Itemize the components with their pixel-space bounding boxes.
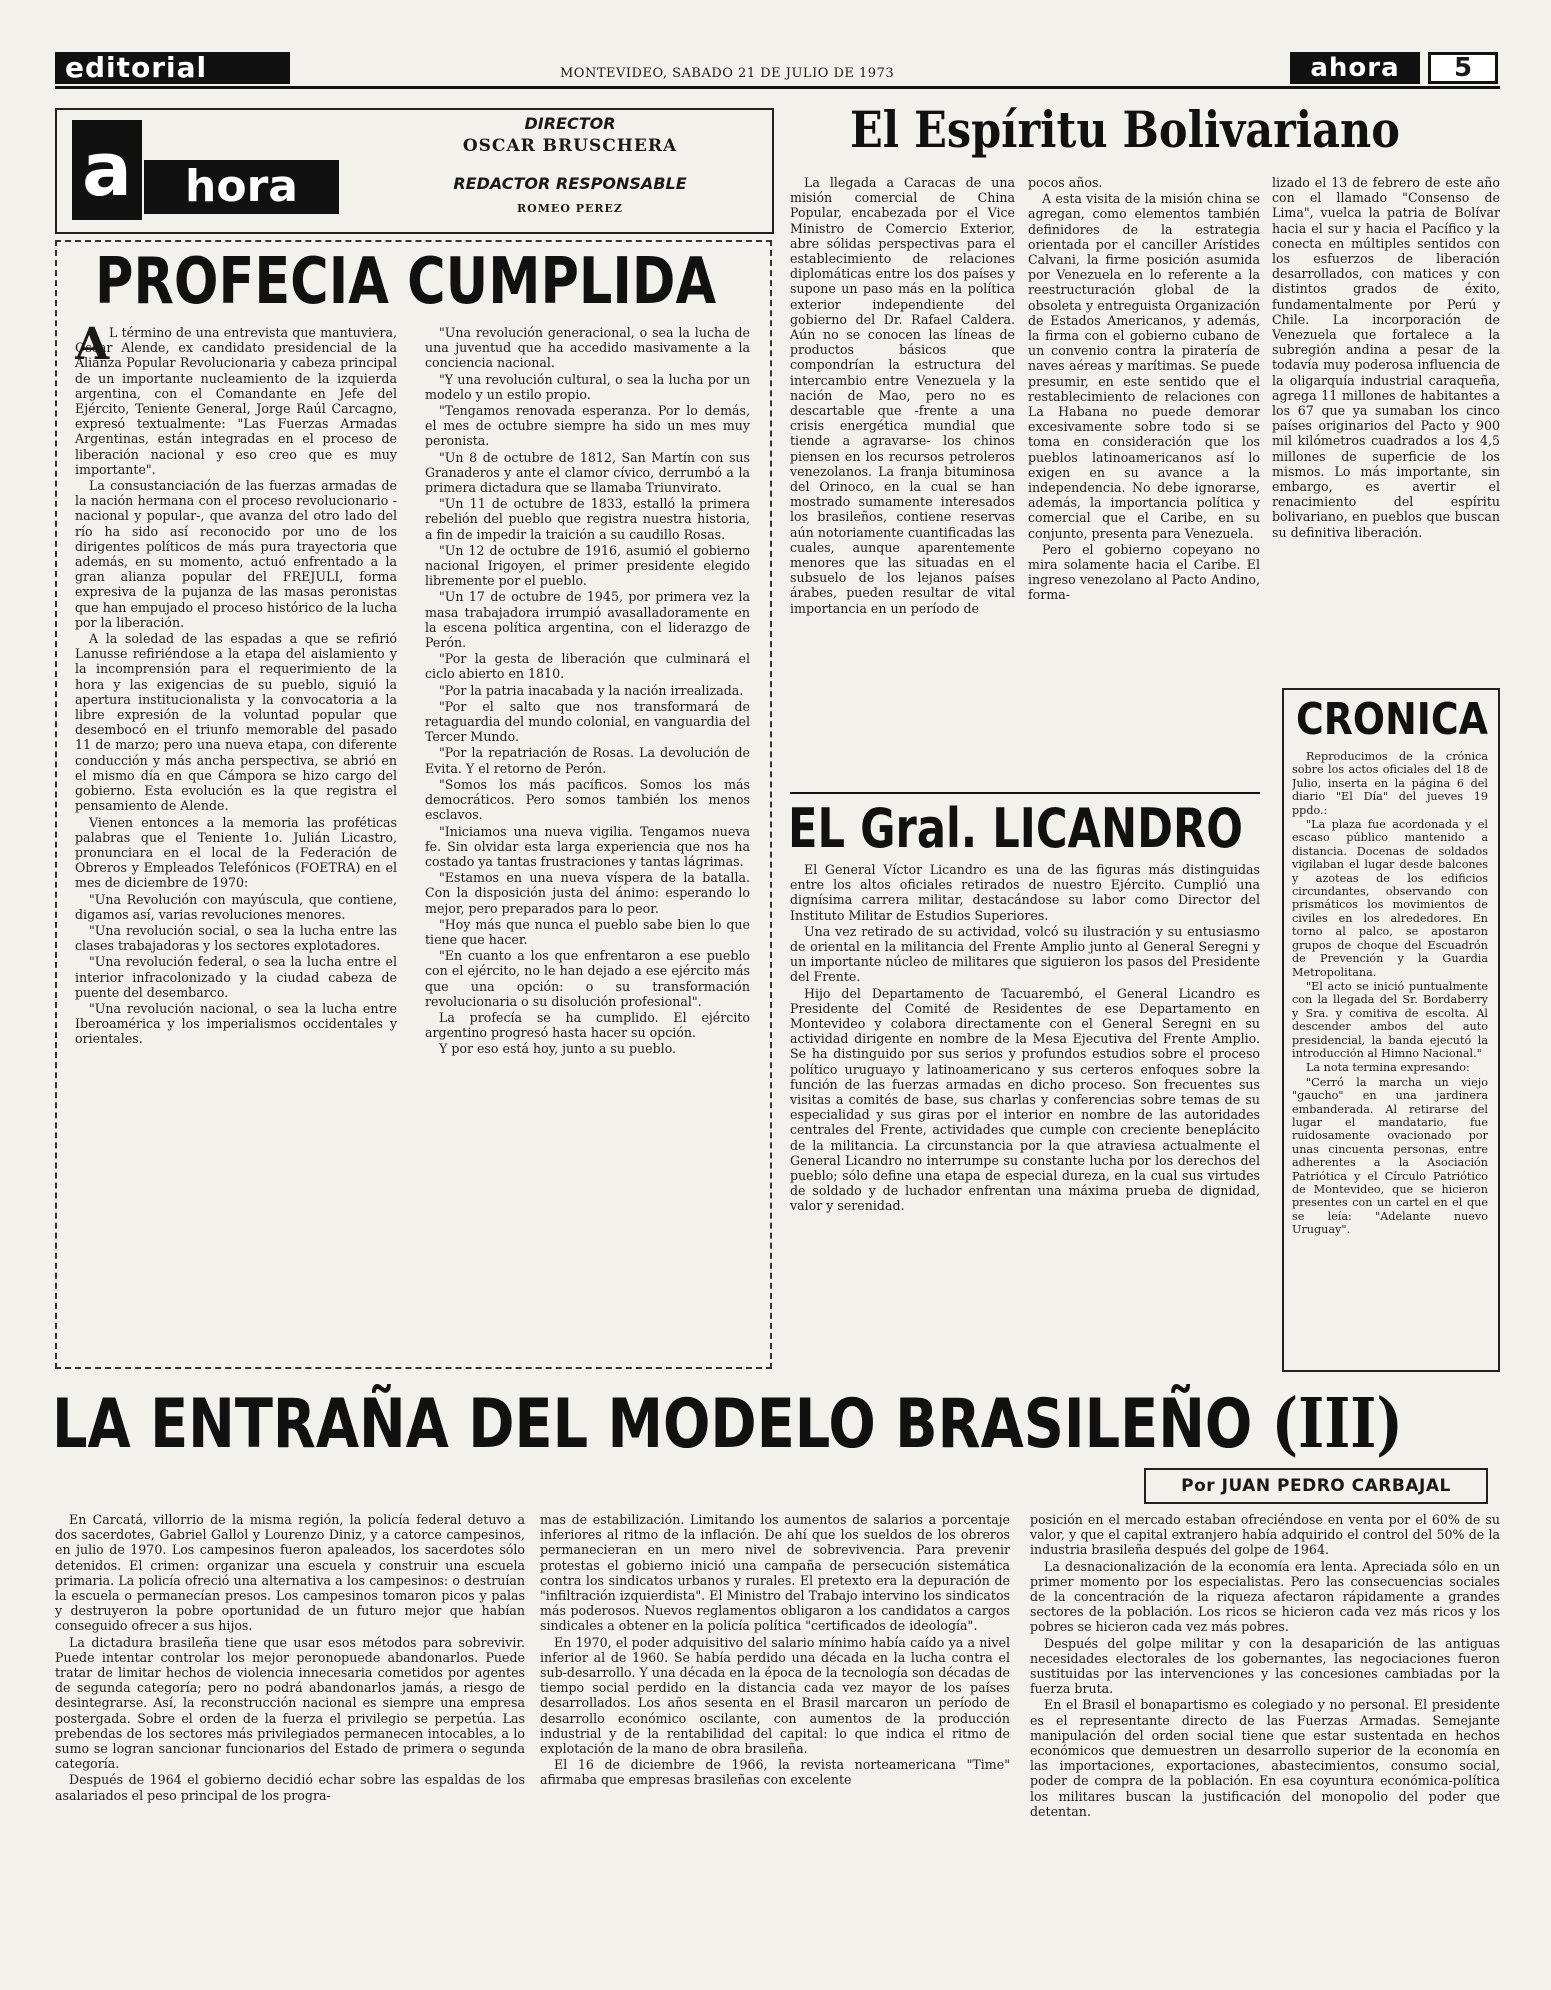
editorial-paragraph: "Y una revolución cultural, o sea la lucha por un modelo y un estilo propio. (425, 371, 750, 402)
editorial-paragraph: "Tengamos renovada esperanza. Por lo demás, el mes de octubre siempre ha sido un mes muy peronista. (425, 403, 750, 449)
editorial-paragraph: La profecía se ha cumplido. El ejército argentino progresó hasta hacer su opción. (425, 1009, 750, 1041)
licandro-paragraph: Hijo del Departamento de Tacuarembó, el General Licandro es Presidente del Comité de Residentes de ese Departamento en Montevideo y colabora directamente con el General Seregni en su actividad dirigente en nombre de la Mesa Ejecutiva del Frente Amplio. Se ha distinguido por sus serios y profundos estudios sobre el proceso político uruguayo y latinoamericano y sus certeros enfoques sobre la función de las fuerzas armadas en dicho proceso. Son frecuentes sus visitas a comités de base, sus charlas y conferencias sobre temas de su especialidad y sus giras por el interior en nombre de las autoridades centrales del Frente, actividades que cumple con creciente beneplácito de la militancia. La circunstancia por la que atraviesa actualmente el General Licandro no interrumpe su constante lucha por los derechos del pueblo; sólo define una etapa de especial dureza, en la cual sus virtudes de soldado y de luchador enfrentan una máxima prueba de dignidad, valor y serenidad. (790, 985, 1260, 1214)
bolivariano-paragraph: La llegada a Caracas de una misión comercial de China Popular, encabezada por el Vice Ministro de Comercio Exterior, abre sólidas perspectivas para el establecimiento de relaciones diplomáticas entre los dos países y supone un paso más en la política exterior independiente del gobierno del Dr. Rafael Caldera. Aún no se conocen las líneas de productos básicos que compondrían la estructura del intercambio entre Venezuela y la nación de Mao, pero no es descartable que -frente a una crisis energética mundial que tiende a agravarse- los chinos piensen en los recursos petroleros venezolanos. La franja bituminosa del Orinoco, en la cual se han mostrado sumamente interesados los brasileños, contiene reservas aún notoriamente cuantificadas las cuales, aunque aparentemente menores que las situadas en el subsuelo de los lejanos países árabes, pueden resultar de vital importancia en un período de (790, 175, 1015, 616)
editor-title: REDACTOR RESPONSABLE (453, 174, 687, 193)
brasil-byline: Por JUAN PEDRO CARBAJAL (1144, 1468, 1488, 1504)
editorial-paragraph: "Una revolución federal, o sea la lucha entre el interior infracolonizado y la ciudad cabeza de puente del desembarco. (75, 954, 397, 1000)
editorial-paragraph: "Un 12 de octubre de 1916, asumió el gobierno nacional Irigoyen, el primer presidente elegido libremente por el pueblo. (425, 542, 750, 589)
brasil-paragraph: Después de 1964 el gobierno decidió echar sobre las espaldas de los asalariados el peso principal de los progra- (55, 1772, 525, 1803)
editorial-paragraph: Y por eso está hoy, junto a su pueblo. (439, 1041, 677, 1057)
editorial-paragraph: "Hoy más que nunca el pueblo sabe bien lo que tiene que hacer. (425, 916, 750, 947)
editorial-paragraph: "Una revolución nacional, o sea la lucha entre Iberoamérica y los imperialismos occidentales y orientales. (75, 1000, 397, 1047)
editorial-paragraph: "Iniciamos una nueva vigilia. Tengamos nueva fe. Sin olvidar esta larga experiencia que nos ha costado ya tantas frustraciones y tantas lágrimas. (425, 823, 750, 869)
cronica-body (1292, 750, 1488, 1362)
editorial-paragraph: "Un 11 de octubre de 1833, estalló la primera rebelión del pueblo que registra nuestra historia, a fin de impedir la traición a su caudillo Rosas. (425, 496, 750, 542)
editorial-paragraph: L término de una entrevista que mantuviera, Oscar Alende, ex candidato presidencial de la Alianza Popular Revolucionaria y cabeza principal de un importante nucleamiento de la izquierda argentina, con el Comandante en Jefe del Ejército, Teniente General, Jorge Raúl Carcagno, expresó textualmente: "Las Fuerzas Armadas Argentinas, están integradas en el proceso de liberación nacional y eso creo que es muy importante". (75, 325, 397, 477)
cronica-paragraph: "Cerró la marcha un viejo "gaucho" en una jardinera embanderada. Al retirarse del lugar el mandatario, fue ruidosamente ovacionado por unas cincuenta personas, entre adherentes a la Asociación Patriótica y el Círculo Patriótico de Montevideo, que se hicieron presentes con un cartel en el que se leía: "Adelante nuevo Uruguay". (1292, 1075, 1488, 1237)
drop-cap: A (75, 325, 110, 370)
bolivariano-paragraph: Pero el gobierno copeyano no mira solamente hacia el Caribe. El ingreso venezolano al Pacto Andino, forma- (1028, 541, 1260, 603)
bolivariano-paragraph: pocos años. (1028, 175, 1103, 190)
editorial-paragraph: "Una revolución social, o sea la lucha entre las clases trabajadoras y los sectores explotadores. (75, 922, 397, 954)
bolivariano-col-2 (1028, 175, 1260, 790)
director-title: DIRECTOR (524, 114, 616, 133)
cronica-paragraph: La nota termina expresando: (1306, 1061, 1470, 1075)
cronica-paragraph: "El acto se inició puntualmente con la llegada del Sr. Bordaberry y Sra. y comitiva de escolta. Al descender ambos del auto presidencial, la banda ejecutó la introducción al Himno Nacional." (1292, 979, 1488, 1060)
editorial-paragraph: "Por la patria inacabada y la nación irrealizada. (439, 682, 744, 698)
licandro-paragraph: Una vez retirado de su actividad, volcó su ilustración y su entusiasmo de oriental en la militancia del Frente Amplio junto al General Seregni y un importante núcleo de militares que siguieron los pasos del Presidente del Frente. (790, 923, 1260, 985)
brasil-paragraph: En el Brasil el bonapartismo es colegiado y no personal. El presidente es el representante directo de las Fuerzas Armadas. Semejante manipulación del orden social tiene que estar sustentada en hechos económicos que demuestren un desarrollo superior de la economía en las importaciones, exportaciones, abastecimientos, consumo social, poder de compra de la población. En esa coyuntura económica-política los militares buscan la justificación del monopolio del poder que detentan. (1030, 1697, 1500, 1819)
brasil-paragraph: En Carcatá, villorrio de la misma región, la policía federal detuvo a dos sacerdotes, Gabriel Gallol y Lourenzo Diniz, y a catorce campesinos, en julio de 1970. Los campesinos fueron apaleados, los sacerdotes sólo detenidos. El crimen: organizar una escuela y construir una escuela primaria. La policía ofreció una alternativa a los campesinos: o destruían la escuela o permanecían presos. Los campesinos tomaron picos y palas y destruyeron la pobre oportunidad de un futuro mejor que habían conseguido ofrecer a sus hijos. (55, 1512, 525, 1634)
cronica-headline: CRONICA (1296, 694, 1488, 745)
editorial-col-2 (425, 325, 750, 1355)
brasil-col-2 (540, 1512, 1010, 1982)
paper-name: ahora (1290, 52, 1420, 84)
director-name: OSCAR BRUSCHERA (462, 136, 678, 156)
cronica-paragraph: Reproducimos de la crónica sobre los actos oficiales del 18 de Julio, inserta en la página 6 del diario "El Día" del jueves 19 ppdo.: (1292, 750, 1488, 817)
brasil-paragraph: La dictadura brasileña tiene que usar esos métodos para sobrevivir. Puede intentar controlar los mejor peronopuede abandonarlos. Puede tratar de limitar hechos de violencia innecesaria cometidos por agentes de segunda categoría; pero no podrá abandonarlos jamás, a riesgo de desintegrarse. Así, la reconstrucción nacional es siempre una empresa postergada. Sobre el orden de la fuerza el privilegio se perpetúa. Las prebendas de los sectores más privilegiados permanecen intocables, a lo sumo se logran sancionar funcionarios del Estado de primera o segunda categoría. (55, 1634, 525, 1772)
brasil-headline-text: LA ENTRAÑA DEL MODELO BRASILEÑO (52, 1385, 1253, 1464)
editorial-paragraph: "Somos los más pacíficos. Somos los más democráticos. Pero somos también los menos esclavos. (425, 776, 750, 823)
editorial-paragraph: "Por la gesta de liberación que culminará el ciclo abierto en 1810. (425, 651, 750, 682)
brasil-paragraph: mas de estabilización. Limitando los aumentos de salarios a porcentaje inferiores al ritmo de la inflación. De ahí que los sueldos de los obreros permanecieran en un mero nivel de sobrevivencia. Para prevenir protestas el gobierno inició una campaña de persecución sistemática contra los sindicatos urbanos y rurales. El pretexto era la depuración de "infiltración izquierdista". El Ministro del Trabajo intervino los sindicatos más poderosos. Nuevos reglamentos obligaron a los candidatos a cargos sindicales a obtener en la policía política "certificados de ideología". (540, 1512, 1010, 1634)
editorial-paragraph: "Por el salto que nos transformará de retaguardia del mundo colonial, en vanguardia del Tercer Mundo. (425, 698, 750, 745)
licandro-rule (790, 792, 1260, 794)
editorial-paragraph: "Un 8 de octubre de 1812, San Martín con sus Granaderos y ante el clamor cívico, derrumbó a la primera dictadura que se llamaba Triunvirato. (425, 449, 750, 496)
bolivariano-paragraph: lizado el 13 de febrero de este año con el llamado "Consenso de Lima", vuelca la patria de Bolívar hacia el sur y hacia el Pacífico y la conecta en múltiples sentidos con los esfuerzos de liberación desarrollados, con matices y con distintos grados de éxito, fundamentalmente por Perú y Chile. La incorporación de Venezuela que fortalece a la subregión andina a pesar de la todavía muy poderosa influencia de la oligarquía industrial caraqueña, agrega 11 millones de habitantes a los 67 que ya sumaban los cinco países originarios del Pacto y 900 mil kilómetros cuadrados a los 4,5 millones de superficie de los mismos. Lo más importante, sin embargo, es avertir el renacimiento del espíritu bolivariano, en pueblos que buscan su definitiva liberación. (1272, 175, 1500, 540)
licandro-headline: EL Gral. LICANDRO (788, 797, 1243, 860)
brasil-paragraph: La desnacionalización de la economía era lenta. Apreciada sólo en un primer momento por los especialistas. Pero las consecuencias sociales de la concentración de la riqueza afectaron rápidamente a grandes sectores de la población. Los ricos se hicieron cada vez más ricos y los pobres se hicieron cada vez más pobres. (1030, 1558, 1500, 1635)
brasil-headline-part: (III) (1271, 1384, 1403, 1464)
ahora-logo-a: a (72, 120, 142, 220)
editorial-paragraph: "En cuanto a los que enfrentaron a ese pueblo con el ejército, no le han dejado a ese ejército más que una opción: o su transformación revolucionaria o su disolución profesional". (425, 948, 750, 1009)
editorial-paragraph: "Una revolución generacional, o sea la lucha de una juventud que ha accedido masivamente a la conciencia nacional. (425, 325, 750, 371)
section-label: editorial (55, 52, 290, 84)
bolivariano-col-1 (790, 175, 1015, 790)
editorial-paragraph: "Un 17 de octubre de 1945, por primera vez la masa trabajadora irrumpió avasalladoramente en la escena política argentina, con el liderazgo de Perón. (425, 589, 750, 651)
editor-name: ROMEO PEREZ (517, 202, 623, 215)
bolivariano-col-3 (1272, 175, 1500, 675)
brasil-col-3 (1030, 1512, 1500, 1982)
editorial-paragraph: "Por la repatriación de Rosas. La devolución de Evita. Y el retorno de Perón. (425, 745, 750, 776)
dateline: MONTEVIDEO, SABADO 21 DE JULIO DE 1973 (560, 66, 895, 81)
brasil-paragraph: Después del golpe militar y con la desaparición de las antiguas necesidades electorales de los gobernantes, las negociaciones fueron sustituidas por las intervenciones y las concesiones cambiadas por la fuerza bruta. (1030, 1635, 1500, 1697)
editorial-headline: PROFECIA CUMPLIDA (95, 245, 717, 319)
brasil-paragraph: posición en el mercado estaban ofreciéndose en venta por el 60% de su valor, y que el capital extranjero había adquirido el control del 50% de la industria brasileña después del golpe de 1964. (1030, 1512, 1500, 1558)
bolivariano-paragraph: A esta visita de la misión china se agregan, como elementos también definidores de la estrategia orientada por el canciller Arístides Calvani, la firme posición asumida por Venezuela en lo referente a la reestructuración global de la obsoleta y entreguista Organización de Estados Americanos, y además, la firma con el gobierno cubano de un convenio contra la piratería de naves aéreas y marítimas. Se puede presumir, en este sentido que el restablecimiento de relaciones con La Habana no puede demorar excesivamente sobre todo si se toma en consideración que los pueblos latinoamericanos así lo exigen en su avance a la independencia. No debe ignorarse, además, la importancia política y comercial que el Caribe, en su conjunto, presenta para Venezuela. (1028, 191, 1260, 541)
brasil-paragraph: En 1970, el poder adquisitivo del salario mínimo había caído ya a nivel inferior al de 1960. Se había perdido una década en la lucha contra el sub-desarrollo. Y una década en la época de la tecnología son décadas de tiempo social perdido en la distancia cada vez mayor de los países desarrollados. Los años sesenta en el Brasil marcaron un período de desarrollo económico oscilante, con aumentos de la producción industrial y de la rentabilidad del capital: lo que indica el ritmo de explotación de la mano de obra brasileña. (540, 1634, 1010, 1757)
bolivariano-headline: El Espíritu Bolivariano (850, 100, 1400, 159)
masthead-rule (55, 86, 1500, 89)
editorial-paragraph: La consustanciación de las fuerzas armadas de la nación hermana con el proceso revolucionario -nacional y popular-, que avanza del otro lado del río ha sido así reconocido por uno de los dirigentes políticos de más pura trayectoria que además, en su momento, actuó enfrentado a la gran alianza popular del FREJULI, forma expresiva de la pujanza de las masas peronistas que han empujado el proceso histórico de la lucha por la liberación. (75, 478, 397, 630)
editorial-col-1 (75, 325, 397, 1355)
ahora-logo-text: hora (144, 160, 339, 214)
brasil-paragraph: El 16 de diciembre de 1966, la revista norteamericana "Time" afirmaba que empresas brasileñas con excelente (540, 1757, 1010, 1788)
licandro-paragraph: El General Víctor Licandro es una de las figuras más distinguidas entre los altos oficiales retirados de nuestro Ejército. Cumplió una dignísima carrera militar, destacándose su labor como Director del Instituto Militar de Estudios Superiores. (790, 862, 1260, 923)
editorial-paragraph: A la soledad de las espadas a que se refirió Lanusse refiriéndose a la etapa del aislamiento y la incomprensión para el requerimiento de la hora y las exigencias de su pueblo, siguió la apertura institucionalista y la convocatoria a la libre expresión de la voluntad popular que desembocó en el triunfo memorable del pasado 11 de marzo; pero una nueva etapa, con diferente conducción y más ancha perspectiva, se abrió en el mismo día en que Cámpora se hizo cargo del gobierno. Esta evolución es la que registra el pensamiento de Alende. (75, 631, 397, 814)
ahora-logo (72, 120, 342, 220)
cronica-paragraph: "La plaza fue acordonada y el escaso público mantenido a distancia. Docenas de soldados vigilaban el lugar desde balcones y azoteas de los edificios circundantes, observando con prismáticos los movimientos de civiles en los alrededores. En torno al palco, se apostaron grupos de choque del Escuadrón de Prevención y la Guardia Metropolitana. (1292, 818, 1488, 979)
page-number: 5 (1428, 52, 1498, 84)
editorial-paragraph: Vienen entonces a la memoria las proféticas palabras que el Teniente 1o. Julián Licastro, pronunciara en el local de la Federación de Obreros y Empleados Telefónicos (FOETRA) en el mes de diciembre de 1970: (75, 814, 397, 891)
brasil-headline (52, 1385, 1403, 1464)
editorial-paragraph: "Una Revolución con mayúscula, que contiene, digamos así, varias revoluciones menores. (75, 891, 397, 922)
brasil-col-1 (55, 1512, 525, 1982)
editorial-paragraph: "Estamos en una nueva víspera de la batalla. Con la disposición justa del ánimo: esperando lo mejor, pero preparados para lo peor. (425, 870, 750, 916)
licandro-body (790, 862, 1260, 1360)
